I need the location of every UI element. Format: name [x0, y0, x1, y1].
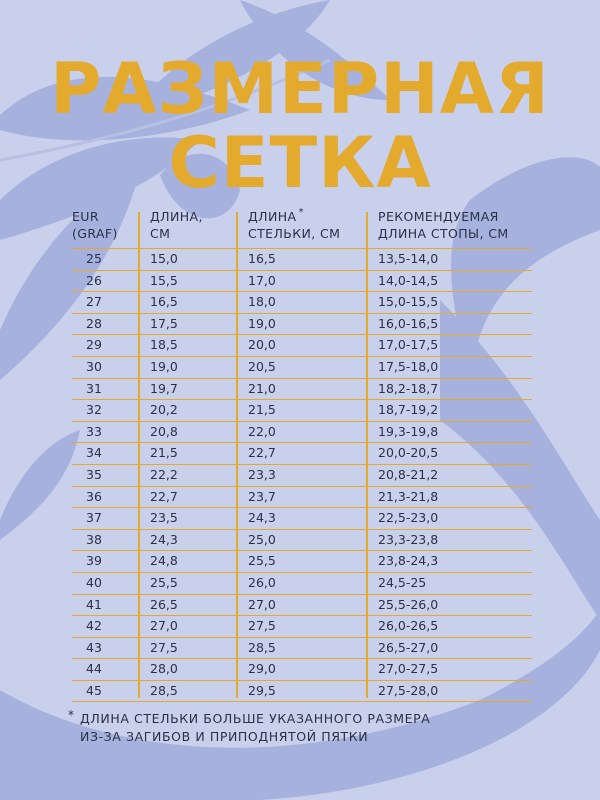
cell-eur: 45 [86, 682, 102, 698]
cell-eur: 37 [86, 510, 102, 526]
header-insole-line1: ДЛИНА [248, 209, 297, 224]
cell-length: 17,5 [150, 315, 178, 331]
cell-eur: 29 [86, 337, 102, 353]
header-length-line2: СМ [150, 226, 171, 241]
cell-eur: 42 [86, 618, 102, 634]
cell-foot-length: 25,5-26,0 [378, 596, 439, 612]
column-divider [138, 212, 140, 698]
column-divider [236, 212, 238, 698]
cell-length: 26,5 [150, 596, 178, 612]
cell-eur: 41 [86, 596, 102, 612]
cell-length: 28,0 [150, 661, 178, 677]
cell-foot-length: 17,5-18,0 [378, 358, 439, 374]
footnote-line-1: ДЛИНА СТЕЛЬКИ БОЛЬШЕ УКАЗАННОГО РАЗМЕРА [80, 711, 431, 726]
cell-foot-length: 23,3-23,8 [378, 531, 439, 547]
table-row [72, 659, 532, 681]
table-row [72, 638, 532, 660]
cell-eur: 38 [86, 531, 102, 547]
header-eur [72, 208, 136, 242]
footnote-line-2: ИЗ-ЗА ЗАГИБОВ И ПРИПОДНЯТОЙ ПЯТКИ [80, 729, 369, 744]
table-row [72, 530, 532, 552]
cell-foot-length: 17,0-17,5 [378, 337, 439, 353]
header-length-line1: ДЛИНА, [150, 209, 203, 224]
cell-eur: 28 [86, 315, 102, 331]
cell-eur: 30 [86, 358, 102, 374]
cell-length: 20,8 [150, 423, 178, 439]
cell-foot-length: 18,7-19,2 [378, 402, 439, 418]
cell-insole-length: 27,0 [248, 596, 276, 612]
cell-insole-length: 24,3 [248, 510, 276, 526]
table-row [72, 357, 532, 379]
cell-insole-length: 19,0 [248, 315, 276, 331]
table-row [72, 465, 532, 487]
cell-insole-length: 23,3 [248, 466, 276, 482]
table-row [72, 422, 532, 444]
cell-foot-length: 16,0-16,5 [378, 315, 439, 331]
cell-foot-length: 27,0-27,5 [378, 661, 439, 677]
page-title-line-2: СЕТКА [168, 122, 432, 204]
leaf-shape [0, 430, 80, 540]
cell-eur: 36 [86, 488, 102, 504]
cell-eur: 35 [86, 466, 102, 482]
cell-eur: 31 [86, 380, 102, 396]
cell-length: 24,8 [150, 553, 178, 569]
table-row [72, 551, 532, 573]
cell-insole-length: 21,5 [248, 402, 276, 418]
cell-length: 18,5 [150, 337, 178, 353]
table-body [72, 248, 532, 702]
cell-length: 24,3 [150, 531, 178, 547]
cell-length: 16,5 [150, 294, 178, 310]
cell-eur: 32 [86, 402, 102, 418]
cell-eur: 26 [86, 272, 102, 288]
table-header [72, 208, 532, 248]
header-eur-line2: (GRAF) [72, 226, 118, 241]
cell-insole-length: 20,5 [248, 358, 276, 374]
cell-insole-length: 20,0 [248, 337, 276, 353]
cell-length: 27,5 [150, 639, 178, 655]
cell-foot-length: 19,3-19,8 [378, 423, 439, 439]
table-row [72, 681, 532, 703]
table-row [72, 573, 532, 595]
cell-insole-length: 22,7 [248, 445, 276, 461]
cell-length: 15,5 [150, 272, 178, 288]
cell-length: 21,5 [150, 445, 178, 461]
header-foot-length [378, 208, 538, 242]
cell-eur: 25 [86, 251, 102, 266]
cell-insole-length: 29,5 [248, 682, 276, 698]
cell-length: 28,5 [150, 682, 178, 698]
page-title-line-1: РАЗМЕРНАЯ [50, 48, 550, 130]
cell-foot-length: 13,5-14,0 [378, 251, 439, 266]
cell-insole-length: 18,0 [248, 294, 276, 310]
cell-length: 27,0 [150, 618, 178, 634]
cell-foot-length: 14,0-14,5 [378, 272, 439, 288]
cell-foot-length: 22,5-23,0 [378, 510, 439, 526]
cell-foot-length: 26,0-26,5 [378, 618, 439, 634]
cell-insole-length: 29,0 [248, 661, 276, 677]
cell-insole-length: 25,5 [248, 553, 276, 569]
column-divider [366, 212, 368, 698]
table-row [72, 271, 532, 293]
cell-length: 20,2 [150, 402, 178, 418]
cell-length: 15,0 [150, 251, 178, 266]
cell-insole-length: 28,5 [248, 639, 276, 655]
table-row [72, 379, 532, 401]
table-row [72, 595, 532, 617]
cell-foot-length: 20,8-21,2 [378, 466, 439, 482]
cell-insole-length: 22,0 [248, 423, 276, 439]
cell-eur: 43 [86, 639, 102, 655]
cell-insole-length: 17,0 [248, 272, 276, 288]
cell-insole-length: 16,5 [248, 251, 276, 266]
table-row [72, 248, 532, 271]
table-row [72, 508, 532, 530]
table-row [72, 400, 532, 422]
header-foot-line2: ДЛИНА СТОПЫ, СМ [378, 226, 509, 241]
cell-eur: 27 [86, 294, 102, 310]
cell-length: 19,7 [150, 380, 178, 396]
footnote-asterisk: * [298, 207, 304, 218]
cell-eur: 39 [86, 553, 102, 569]
cell-foot-length: 21,3-21,8 [378, 488, 439, 504]
cell-foot-length: 15,0-15,5 [378, 294, 439, 310]
cell-eur: 33 [86, 423, 102, 439]
cell-eur: 34 [86, 445, 102, 461]
cell-foot-length: 18,2-18,7 [378, 380, 439, 396]
cell-foot-length: 20,0-20,5 [378, 445, 439, 461]
table-row [72, 487, 532, 509]
cell-insole-length: 26,0 [248, 574, 276, 590]
header-foot-line1: РЕКОМЕНДУЕМАЯ [378, 209, 499, 224]
cell-insole-length: 21,0 [248, 380, 276, 396]
header-length [150, 208, 230, 242]
cell-eur: 44 [86, 661, 102, 677]
table-row [72, 335, 532, 357]
cell-insole-length: 23,7 [248, 488, 276, 504]
table-row [72, 292, 532, 314]
cell-foot-length: 23,8-24,3 [378, 553, 439, 569]
cell-length: 25,5 [150, 574, 178, 590]
cell-length: 23,5 [150, 510, 178, 526]
cell-foot-length: 26,5-27,0 [378, 639, 439, 655]
header-insole-length [248, 208, 368, 242]
table-row [72, 443, 532, 465]
cell-length: 19,0 [150, 358, 178, 374]
cell-eur: 40 [86, 574, 102, 590]
table-row [72, 616, 532, 638]
header-insole-line2: СТЕЛЬКИ, СМ [248, 226, 341, 241]
cell-insole-length: 25,0 [248, 531, 276, 547]
cell-insole-length: 27,5 [248, 618, 276, 634]
table-row [72, 314, 532, 336]
footnote-asterisk: * [68, 708, 75, 722]
header-eur-line1: EUR [72, 209, 99, 224]
footnote [68, 710, 548, 746]
cell-length: 22,7 [150, 488, 178, 504]
cell-foot-length: 24,5-25 [378, 574, 427, 590]
cell-length: 22,2 [150, 466, 178, 482]
cell-foot-length: 27,5-28,0 [378, 682, 439, 698]
size-table [72, 208, 532, 702]
